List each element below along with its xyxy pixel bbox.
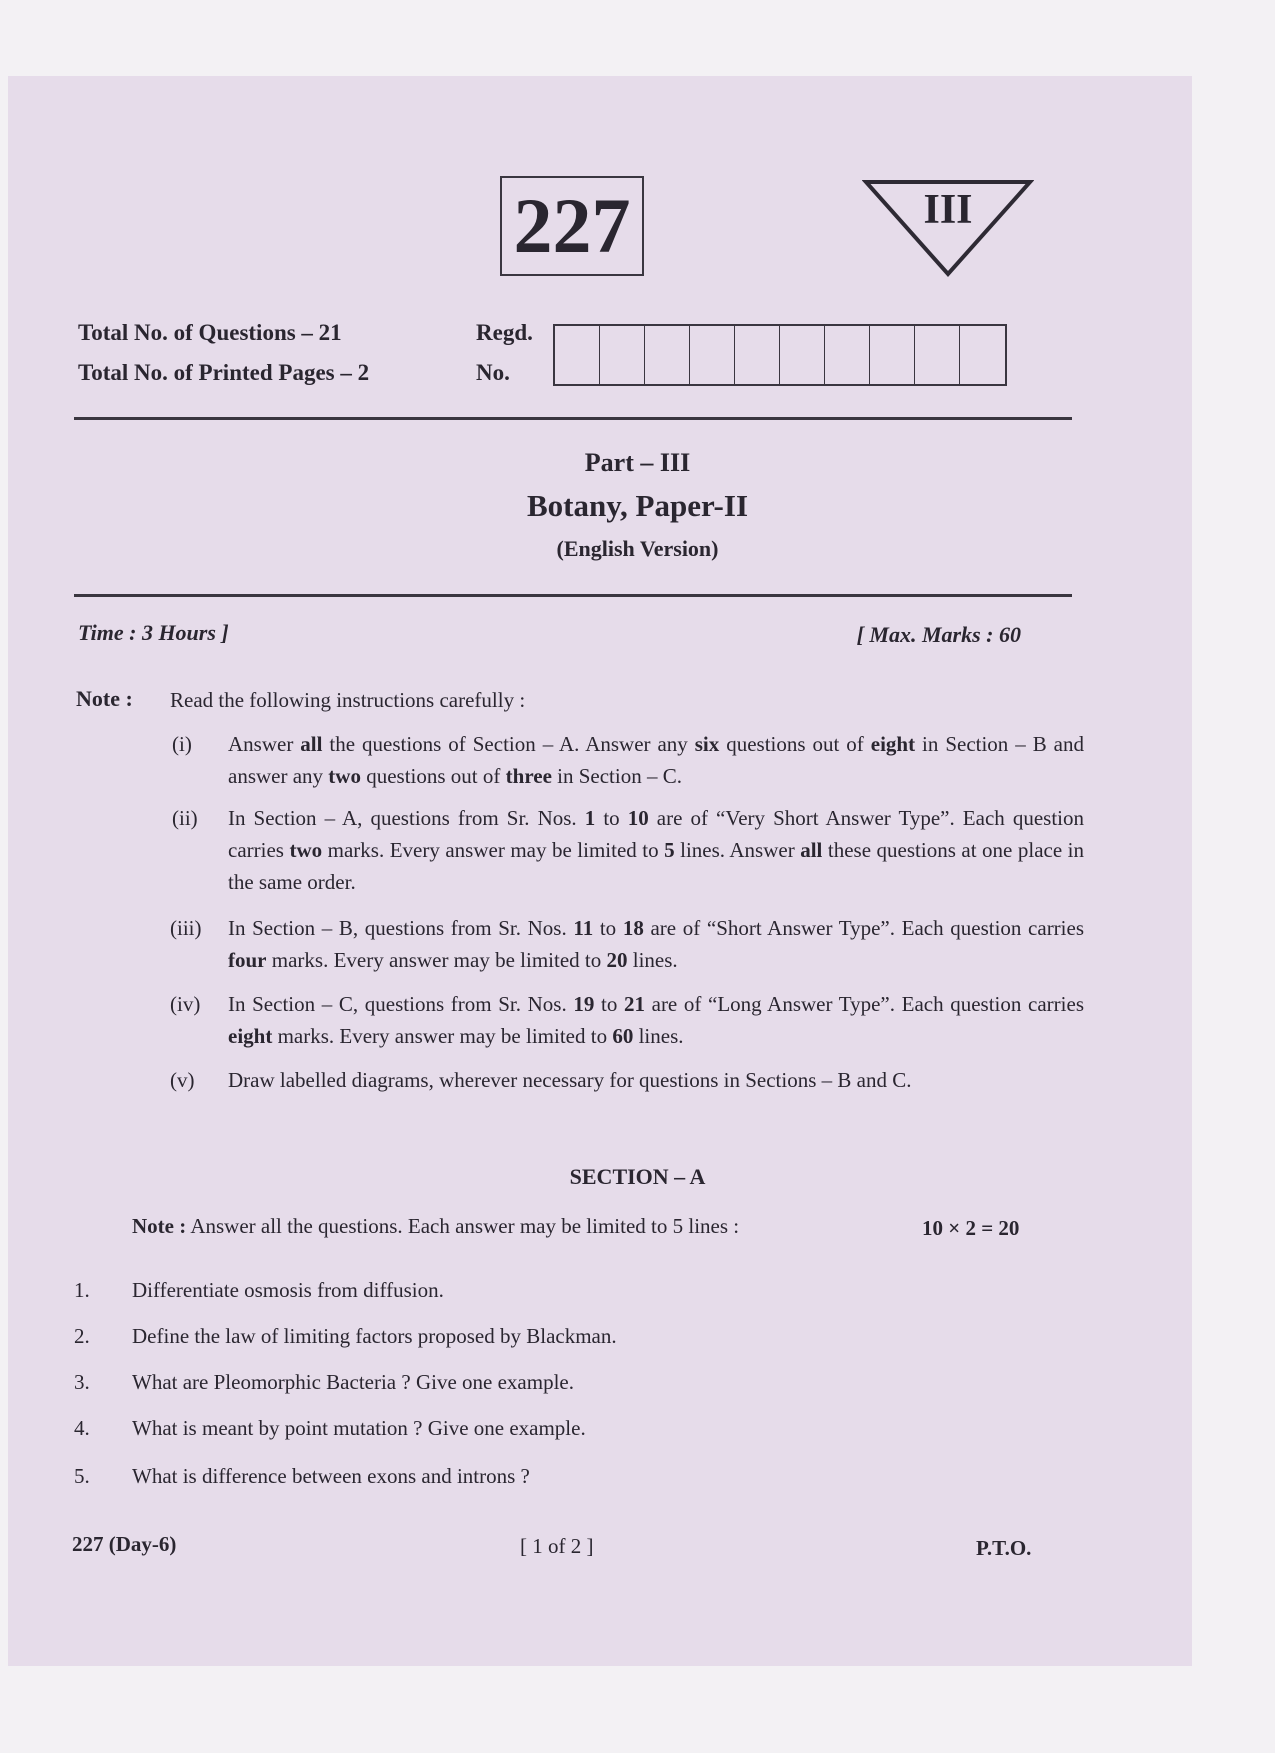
regd-cell[interactable] [870,326,915,384]
part-symbol: III [923,187,973,233]
top-divider [74,417,1072,420]
instruction-num: (i) [172,732,192,756]
regd-label-2: No. [476,360,510,385]
question-text: Define the law of limiting factors proposed by Blackman. [132,1324,617,1348]
instruction-num: (ii) [172,806,198,830]
subject-heading: Botany, Paper-II [526,488,749,523]
paper-code-box: 227 [500,176,644,276]
question-text: Differentiate osmosis from diffusion. [132,1278,444,1302]
footer-page-number: [ 1 of 2 ] [520,1534,594,1558]
instruction-text: In Section – C, questions from Sr. Nos. 19 to 21 are of “Long Answer Type”. Each question carries eight marks. Every answer may be limited to 60 lines. [228,992,1084,1048]
part-heading: Part – III [584,448,691,477]
bottom-divider [74,594,1072,597]
note-label: Note : [76,686,133,711]
footer-pto: P.T.O. [976,1536,1032,1560]
note-intro: Read the following instructions carefully : [170,688,526,712]
footer-paper-code: 227 (Day-6) [72,1532,177,1556]
section-a-note [132,1210,739,1242]
instruction-text: In Section – A, questions from Sr. Nos. 1 to 10 are of “Very Short Answer Type”. Each question carries two marks. Every answer may be limited to 5 lines. Answer all these questions at one place in the same order. [228,806,1084,894]
regd-cell[interactable] [690,326,735,384]
instruction-text: In Section – B, questions from Sr. Nos. 11 to 18 are of “Short Answer Type”. Each question carries four marks. Every answer may be limited to 20 lines. [228,916,1085,972]
question-num: 4. [74,1416,90,1440]
max-marks-label: [ Max. Marks : 60 [856,622,1021,647]
section-a-marks: 10 × 2 = 20 [922,1216,1020,1240]
regd-label-1: Regd. [476,320,533,345]
question-num: 5. [74,1464,90,1488]
regd-cell[interactable] [600,326,645,384]
regd-cell[interactable] [960,326,1005,384]
total-pages: Total No. of Printed Pages – 2 [78,360,370,385]
regd-cell[interactable] [645,326,690,384]
version-heading: (English Version) [556,536,719,561]
regd-cell[interactable] [555,326,600,384]
time-label: Time : 3 Hours ] [78,620,229,645]
regd-cell[interactable] [735,326,780,384]
question-num: 2. [74,1324,90,1348]
question-num: 3. [74,1370,90,1394]
instruction-num: (v) [170,1068,195,1092]
question-num: 1. [74,1278,90,1302]
question-text: What is difference between exons and introns ? [132,1464,530,1488]
section-a-note-label: Note : [132,1214,187,1238]
section-a-title: SECTION – A [569,1164,706,1189]
question-text: What is meant by point mutation ? Give one example. [132,1416,586,1440]
regd-cell[interactable] [915,326,960,384]
instruction-text: Draw labelled diagrams, wherever necessary for questions in Sections – B and C. [228,1068,912,1092]
instruction-text: Answer all the questions of Section – A. Answer any six questions out of eight in Section – B and answer any two questions out of three in Section – C. [228,732,1084,788]
regd-cell[interactable] [825,326,870,384]
instruction-num: (iv) [170,992,201,1016]
section-a-note-text: Answer all the questions. Each answer may be limited to 5 lines : [190,1214,740,1238]
total-questions: Total No. of Questions – 21 [78,320,342,345]
instruction-num: (iii) [170,916,202,940]
question-text: What are Pleomorphic Bacteria ? Give one example. [132,1370,574,1394]
regd-cell[interactable] [780,326,825,384]
regd-number-grid[interactable] [553,324,1007,386]
